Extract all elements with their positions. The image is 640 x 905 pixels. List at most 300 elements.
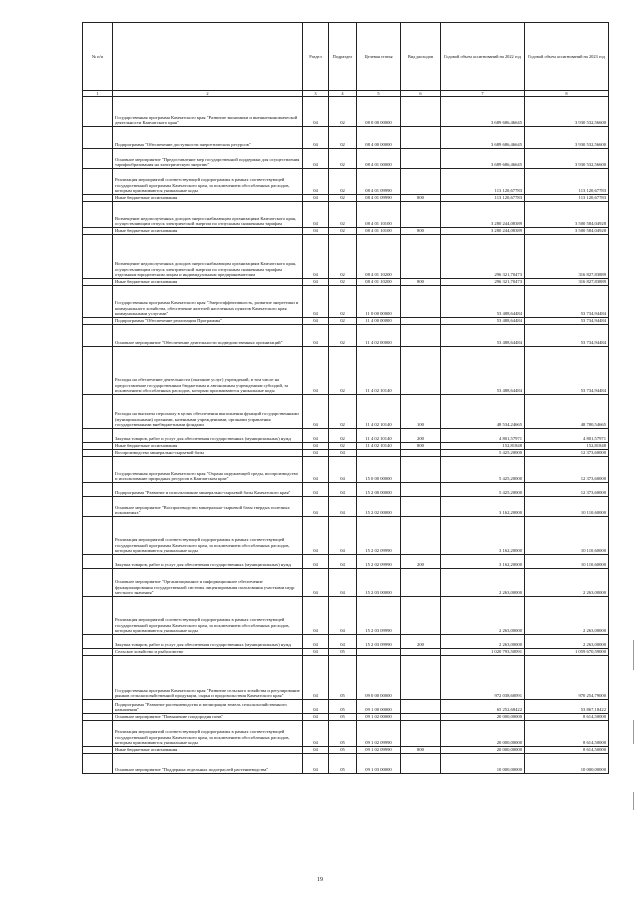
row-csr-cell: 08 4 01 10100: [357, 202, 401, 228]
row-y2022-cell: 3 689 686,46645: [441, 149, 525, 169]
row-name-cell: Закупка товаров, работ и услуг для обеспечения государственных (муниципальных) нужд: [113, 429, 303, 443]
row-num-cell: [83, 483, 113, 497]
row-name-cell: Расходы на обеспечение деятельности (оказание услуг) учреждений, в том числе на предоставление государственным бюджетным и автономным учреждениям субсидий, за исключением обособленных расходов, которым присваиваются уникальные коды: [113, 347, 303, 395]
row-num-cell: [83, 569, 113, 597]
row-razdel-cell: 04: [303, 649, 329, 656]
row-razdel-cell: 04: [303, 656, 329, 700]
row-razdel-cell: 04: [303, 754, 329, 774]
table-header-row: [83, 23, 609, 91]
row-podrazdel-cell: 02: [329, 325, 357, 347]
row-name-cell: Реализация мероприятий соответствующей подпрограммы в рамках соответствующей государственной программы Камчатского края, за исключением обособленных расходов, которым присваиваются уникальные коды: [113, 597, 303, 635]
row-num-cell: [83, 347, 113, 395]
row-podrazdel-cell: 02: [329, 279, 357, 286]
row-y2022-cell: 2 263,00000: [441, 597, 525, 635]
row-y2023-cell: 316 827,83889: [525, 279, 609, 286]
table-row: [83, 318, 609, 325]
row-podrazdel-cell: 05: [329, 754, 357, 774]
table-row: [83, 517, 609, 555]
row-name-cell: Воспроизводство минерально-сырьевой базы: [113, 450, 303, 457]
row-csr-cell: 09 1 00 00000: [357, 700, 401, 714]
row-razdel-cell: 04: [303, 635, 329, 649]
row-y2022-cell: 113 120,67783: [441, 169, 525, 195]
row-podrazdel-cell: 02: [329, 429, 357, 443]
row-name-cell: Иные бюджетные ассигнования: [113, 195, 303, 202]
column-number: 3: [303, 91, 329, 97]
row-podrazdel-cell: 04: [329, 597, 357, 635]
column-number: 6: [401, 91, 441, 97]
table-row: [83, 450, 609, 457]
row-razdel-cell: 04: [303, 347, 329, 395]
row-razdel-cell: 04: [303, 450, 329, 457]
row-y2023-cell: 8 614,50000: [525, 721, 609, 747]
row-csr-cell: 08 4 01 09990: [357, 195, 401, 202]
row-name-cell: Возмещение недополученных доходов энергоснабжающим организациям Камчатского края, осуществляющим отпуск электрической энергии по отпускным сниженным тарифам: [113, 202, 303, 228]
row-podrazdel-cell: 04: [329, 497, 357, 517]
table-row: [83, 656, 609, 700]
table-row: [83, 279, 609, 286]
row-y2023-cell: 10 000,00000: [525, 754, 609, 774]
row-podrazdel-cell: 02: [329, 97, 357, 127]
row-y2022-cell: 53 488,64484: [441, 347, 525, 395]
row-name-cell: Расходы на выплаты персоналу в целях обеспечения выполнения функций государственными (муниципальными) органами, казенными учреждениями, органами управления государственными внебюджетными фондами: [113, 395, 303, 429]
row-y2022-cell: 48 534,24665: [441, 395, 525, 429]
row-name-cell: Подпрограмма "Обеспечение доступности энергетических ресурсов": [113, 127, 303, 149]
row-y2022-cell: 20 000,00000: [441, 721, 525, 747]
row-num-cell: [83, 325, 113, 347]
row-y2023-cell: 8 614,50000: [525, 747, 609, 754]
row-num-cell: [83, 497, 113, 517]
row-y2022-cell: 53 488,64484: [441, 318, 525, 325]
row-csr-cell: 08 4 01 10200: [357, 279, 401, 286]
row-y2023-cell: 2 263,00000: [525, 569, 609, 597]
row-num-cell: [83, 97, 113, 127]
row-vr-cell: [401, 754, 441, 774]
row-csr-cell: 15 2 03 00000: [357, 569, 401, 597]
table-row: [83, 149, 609, 169]
row-csr-cell: 11 4 02 10140: [357, 347, 401, 395]
column-number: 4: [329, 91, 357, 97]
row-y2023-cell: 2 263,00000: [525, 635, 609, 649]
row-csr-cell: 08 4 01 10100: [357, 228, 401, 235]
table-row: [83, 754, 609, 774]
row-razdel-cell: 04: [303, 228, 329, 235]
row-vr-cell: [401, 569, 441, 597]
row-y2022-cell: 2 263,00000: [441, 635, 525, 649]
row-y2023-cell: 12 373,60000: [525, 450, 609, 457]
row-podrazdel-cell: 02: [329, 149, 357, 169]
row-razdel-cell: 04: [303, 721, 329, 747]
row-csr-cell: 09 1 02 09990: [357, 721, 401, 747]
row-num-cell: [83, 700, 113, 714]
row-y2023-cell: 3 930 532,56600: [525, 97, 609, 127]
row-y2023-cell: 1 059 670,59000: [525, 649, 609, 656]
row-num-cell: [83, 195, 113, 202]
row-y2022-cell: 10 000,00000: [441, 754, 525, 774]
row-y2022-cell: 20 000,00000: [441, 714, 525, 721]
table-row: [83, 497, 609, 517]
row-y2023-cell: 8 614,50000: [525, 714, 609, 721]
row-num-cell: [83, 279, 113, 286]
row-vr-cell: [401, 235, 441, 279]
table-row: [83, 195, 609, 202]
table-row: [83, 649, 609, 656]
row-num-cell: [83, 597, 113, 635]
row-name-cell: Государственная программа Камчатского края "Охрана окружающей среды, воспроизводство и использование природных ресурсов в Камчатском крае": [113, 457, 303, 483]
row-podrazdel-cell: 05: [329, 714, 357, 721]
table-row: [83, 228, 609, 235]
row-y2022-cell: 5 425,20000: [441, 483, 525, 497]
row-vr-cell: [401, 325, 441, 347]
row-y2022-cell: 65 252,68422: [441, 700, 525, 714]
row-name-cell: Иные бюджетные ассигнования: [113, 443, 303, 450]
row-vr-cell: 100: [401, 395, 441, 429]
row-name-cell: Иные бюджетные ассигнования: [113, 228, 303, 235]
table-row: [83, 443, 609, 450]
row-y2023-cell: 970 254,79000: [525, 656, 609, 700]
row-num-cell: [83, 517, 113, 555]
row-vr-cell: 800: [401, 195, 441, 202]
row-name-cell: Государственная программа Камчатского края "Развитие сельского хозяйства и регулирование рынков сельскохозяйственной продукции, сырья и продовольствия Камчатского края": [113, 656, 303, 700]
row-vr-cell: 800: [401, 747, 441, 754]
row-podrazdel-cell: 02: [329, 169, 357, 195]
row-csr-cell: 15 0 00 00000: [357, 457, 401, 483]
row-csr-cell: 09 1 02 00000: [357, 714, 401, 721]
margin-mark: [633, 792, 634, 810]
row-name-cell: Подпрограмма "Развитие растениеводства и мелиорации земель сельскохозяйственного назначения": [113, 700, 303, 714]
row-y2023-cell: 48 780,54665: [525, 395, 609, 429]
table-row: [83, 747, 609, 754]
row-y2022-cell: 3 689 686,46645: [441, 127, 525, 149]
row-y2022-cell: 3 162,20000: [441, 517, 525, 555]
margin-mark: [633, 720, 634, 744]
row-num-cell: [83, 202, 113, 228]
row-num-cell: [83, 555, 113, 569]
row-podrazdel-cell: 02: [329, 235, 357, 279]
row-name-cell: Сельское хозяйство и рыболовство: [113, 649, 303, 656]
row-csr-cell: 08 4 01 09990: [357, 169, 401, 195]
row-csr-cell: 11 0 00 00000: [357, 286, 401, 318]
row-razdel-cell: 04: [303, 497, 329, 517]
table-row: [83, 395, 609, 429]
row-name-cell: Закупка товаров, работ и услуг для обеспечения государственных (муниципальных) нужд: [113, 635, 303, 649]
row-name-cell: Основное мероприятие "Поддержка отдельных подотраслей растениеводства": [113, 754, 303, 774]
row-podrazdel-cell: 02: [329, 127, 357, 149]
row-y2023-cell: 12 373,60000: [525, 457, 609, 483]
row-razdel-cell: 04: [303, 597, 329, 635]
row-num-cell: [83, 127, 113, 149]
row-name-cell: Основное мероприятие "Воспроизводство минерально-сырьевой базы твердых полезных ископаемых": [113, 497, 303, 517]
row-csr-cell: 09 0 00 00000: [357, 656, 401, 700]
row-razdel-cell: 04: [303, 569, 329, 597]
row-razdel-cell: 04: [303, 555, 329, 569]
row-name-cell: Подпрограмма "Развитие и использование минерально-сырьевой базы Камчатского края": [113, 483, 303, 497]
row-csr-cell: 08 4 01 00000: [357, 149, 401, 169]
budget-table: [82, 22, 609, 774]
table-row: [83, 429, 609, 443]
table-row: [83, 555, 609, 569]
column-number: 1: [83, 91, 113, 97]
row-razdel-cell: 04: [303, 483, 329, 497]
row-razdel-cell: 04: [303, 395, 329, 429]
row-y2023-cell: 10 110,60000: [525, 517, 609, 555]
column-number: 7: [441, 91, 525, 97]
table-row: [83, 127, 609, 149]
row-podrazdel-cell: 04: [329, 483, 357, 497]
table-row: [83, 721, 609, 747]
table-row: [83, 483, 609, 497]
row-razdel-cell: 04: [303, 97, 329, 127]
row-y2023-cell: 113 120,67783: [525, 169, 609, 195]
row-podrazdel-cell: 04: [329, 457, 357, 483]
row-podrazdel-cell: 02: [329, 347, 357, 395]
row-y2023-cell: 53 734,94484: [525, 325, 609, 347]
row-csr-cell: 08 0 00 00000: [357, 97, 401, 127]
table-row: [83, 235, 609, 279]
row-y2022-cell: 972 038,60091: [441, 656, 525, 700]
header-razdel: Раздел: [303, 23, 329, 91]
row-num-cell: [83, 443, 113, 450]
header-podrazdel: Подраздел: [329, 23, 357, 91]
row-vr-cell: [401, 286, 441, 318]
row-num-cell: [83, 721, 113, 747]
row-y2022-cell: 53 488,64484: [441, 286, 525, 318]
row-razdel-cell: 04: [303, 747, 329, 754]
page-number: 19: [317, 877, 323, 883]
row-vr-cell: [401, 597, 441, 635]
row-vr-cell: 800: [401, 443, 441, 450]
row-num-cell: [83, 747, 113, 754]
row-y2022-cell: 113 120,67783: [441, 195, 525, 202]
row-razdel-cell: 04: [303, 235, 329, 279]
row-razdel-cell: 04: [303, 286, 329, 318]
row-razdel-cell: 04: [303, 195, 329, 202]
table-row: [83, 202, 609, 228]
header-num: № п/п: [83, 23, 113, 91]
row-csr-cell: 11 4 02 10140: [357, 395, 401, 429]
row-name-cell: Иные бюджетные ассигнования: [113, 747, 303, 754]
row-num-cell: [83, 457, 113, 483]
row-csr-cell: 08 4 01 10200: [357, 235, 401, 279]
row-num-cell: [83, 286, 113, 318]
row-vr-cell: [401, 127, 441, 149]
row-podrazdel-cell: 05: [329, 656, 357, 700]
row-razdel-cell: 04: [303, 443, 329, 450]
row-name-cell: Основное мероприятие "Организационное и информационное обеспечение функционирования государственной системы лицензирования пользования участками недр местного значения": [113, 569, 303, 597]
row-razdel-cell: 04: [303, 149, 329, 169]
row-podrazdel-cell: 02: [329, 318, 357, 325]
row-razdel-cell: 04: [303, 325, 329, 347]
row-num-cell: [83, 450, 113, 457]
row-y2022-cell: 296 321,70473: [441, 235, 525, 279]
row-csr-cell: 15 2 02 00000: [357, 497, 401, 517]
table-row: [83, 597, 609, 635]
row-y2022-cell: 5 425,20000: [441, 457, 525, 483]
row-name-cell: Реализация мероприятий соответствующей подпрограммы в рамках соответствующей государственной программы Камчатского края, за исключением обособленных расходов, которым присваиваются уникальные коды: [113, 517, 303, 555]
column-number: 8: [525, 91, 609, 97]
row-y2022-cell: 53 488,64484: [441, 325, 525, 347]
row-razdel-cell: 04: [303, 127, 329, 149]
row-vr-cell: [401, 700, 441, 714]
row-csr-cell: 09 1 03 00000: [357, 754, 401, 774]
row-num-cell: [83, 395, 113, 429]
row-csr-cell: 11 4 02 00000: [357, 325, 401, 347]
row-y2022-cell: 1 020 793,50091: [441, 649, 525, 656]
row-num-cell: [83, 228, 113, 235]
header-name: [113, 23, 303, 91]
row-razdel-cell: 04: [303, 169, 329, 195]
row-vr-cell: [401, 202, 441, 228]
table-row: [83, 700, 609, 714]
column-number: 5: [357, 91, 401, 97]
row-y2022-cell: 3 162,20000: [441, 555, 525, 569]
row-razdel-cell: 04: [303, 202, 329, 228]
row-vr-cell: [401, 347, 441, 395]
row-name-cell: Реализация мероприятий соответствующей подпрограммы в рамках соответствующей государственной программы Камчатского края, за исключением обособленных расходов, которым присваиваются уникальные коды: [113, 169, 303, 195]
table-row: [83, 457, 609, 483]
row-num-cell: [83, 429, 113, 443]
row-razdel-cell: 04: [303, 517, 329, 555]
row-y2023-cell: 152,81848: [525, 443, 609, 450]
row-y2023-cell: 53 734,94484: [525, 347, 609, 395]
row-vr-cell: [401, 318, 441, 325]
header-y2023: Годовой объем ассигнований на 2023 год: [525, 23, 609, 91]
row-vr-cell: [401, 149, 441, 169]
row-num-cell: [83, 318, 113, 325]
row-y2022-cell: 20 000,00000: [441, 747, 525, 754]
row-vr-cell: 200: [401, 635, 441, 649]
row-y2022-cell: 3 689 686,46645: [441, 97, 525, 127]
row-y2022-cell: 3 280 244,08389: [441, 202, 525, 228]
row-csr-cell: 11 4 00 00000: [357, 318, 401, 325]
row-csr-cell: 15 2 02 09990: [357, 555, 401, 569]
row-y2022-cell: 4 801,57971: [441, 429, 525, 443]
row-y2023-cell: 3 930 532,56600: [525, 127, 609, 149]
row-y2023-cell: 53 867,18422: [525, 700, 609, 714]
row-podrazdel-cell: 04: [329, 517, 357, 555]
row-podrazdel-cell: 04: [329, 555, 357, 569]
row-csr-cell: [357, 649, 401, 656]
row-num-cell: [83, 169, 113, 195]
row-name-cell: Иные бюджетные ассигнования: [113, 279, 303, 286]
row-num-cell: [83, 235, 113, 279]
row-y2023-cell: 2 263,00000: [525, 597, 609, 635]
row-num-cell: [83, 656, 113, 700]
row-vr-cell: [401, 497, 441, 517]
row-vr-cell: 200: [401, 429, 441, 443]
row-razdel-cell: 04: [303, 429, 329, 443]
row-y2023-cell: 53 734,94484: [525, 286, 609, 318]
header-vr: Вид расходов: [401, 23, 441, 91]
row-num-cell: [83, 635, 113, 649]
table-row: [83, 347, 609, 395]
row-podrazdel-cell: 04: [329, 569, 357, 597]
table-row: [83, 97, 609, 127]
row-podrazdel-cell: 02: [329, 443, 357, 450]
row-y2023-cell: 316 827,83889: [525, 235, 609, 279]
row-y2023-cell: 113 120,67783: [525, 195, 609, 202]
column-number: 2: [113, 91, 303, 97]
row-vr-cell: [401, 649, 441, 656]
row-name-cell: Реализация мероприятий соответствующей подпрограммы в рамках соответствующей государственной программы Камчатского края, за исключением обособленных расходов, которым присваиваются уникальные коды: [113, 721, 303, 747]
row-podrazdel-cell: 02: [329, 202, 357, 228]
table-row: [83, 169, 609, 195]
row-razdel-cell: 04: [303, 700, 329, 714]
row-podrazdel-cell: 02: [329, 395, 357, 429]
row-num-cell: [83, 754, 113, 774]
header-y2022: Годовой объем ассигнований на 2022 год: [441, 23, 525, 91]
table-row: [83, 714, 609, 721]
table-row: [83, 635, 609, 649]
row-vr-cell: [401, 656, 441, 700]
row-y2023-cell: 10 110,60000: [525, 555, 609, 569]
row-name-cell: Государственная программа Камчатского края "Развитие экономики и внешнеэкономической деятельности Камчатского края": [113, 97, 303, 127]
row-csr-cell: [357, 450, 401, 457]
row-num-cell: [83, 149, 113, 169]
row-vr-cell: [401, 169, 441, 195]
row-razdel-cell: 04: [303, 457, 329, 483]
row-vr-cell: [401, 721, 441, 747]
row-vr-cell: 800: [401, 279, 441, 286]
row-name-cell: Государственная программа Камчатского края "Энергоэффективность, развитие энергетики и коммунального хозяйства, обеспечение жителей населенных пунктов Камчатского края коммунальными услугами": [113, 286, 303, 318]
row-y2023-cell: 53 734,94484: [525, 318, 609, 325]
row-y2022-cell: 152,81848: [441, 443, 525, 450]
row-podrazdel-cell: 02: [329, 195, 357, 202]
row-name-cell: Возмещение недополученных доходов энергоснабжающим организациям Камчатского края, осуществляющим отпуск электрической энергии по отпускным сниженным тарифам отдельным юридическим лицам и индивидуальным предпринимателям: [113, 235, 303, 279]
row-csr-cell: 15 2 03 09990: [357, 635, 401, 649]
row-csr-cell: 09 1 02 09990: [357, 747, 401, 754]
row-num-cell: [83, 714, 113, 721]
row-csr-cell: 15 2 03 09990: [357, 597, 401, 635]
row-y2023-cell: 3 500 584,04928: [525, 228, 609, 235]
row-y2023-cell: 4 801,57971: [525, 429, 609, 443]
margin-mark: [633, 640, 634, 670]
row-y2023-cell: 10 110,60000: [525, 497, 609, 517]
row-name-cell: Основное мероприятие "Предоставление мер государственной поддержки для осуществления тарифообразования на электрическую энергию": [113, 149, 303, 169]
table-row: [83, 325, 609, 347]
row-vr-cell: [401, 517, 441, 555]
row-name-cell: Основное мероприятие "Обеспечение деятельности подведомственных организаций": [113, 325, 303, 347]
row-csr-cell: 11 4 02 10140: [357, 429, 401, 443]
row-num-cell: [83, 649, 113, 656]
row-csr-cell: 15 2 00 00000: [357, 483, 401, 497]
row-podrazdel-cell: 05: [329, 649, 357, 656]
row-vr-cell: [401, 457, 441, 483]
row-razdel-cell: 04: [303, 714, 329, 721]
row-name-cell: Подпрограмма "Обеспечение реализации Программы": [113, 318, 303, 325]
table-row: [83, 569, 609, 597]
row-csr-cell: 11 4 02 10140: [357, 443, 401, 450]
row-y2023-cell: 3 500 584,04928: [525, 202, 609, 228]
row-podrazdel-cell: 04: [329, 450, 357, 457]
row-podrazdel-cell: 05: [329, 700, 357, 714]
row-podrazdel-cell: 02: [329, 228, 357, 235]
row-vr-cell: 200: [401, 555, 441, 569]
row-csr-cell: 15 2 02 09990: [357, 517, 401, 555]
row-y2022-cell: 3 162,20000: [441, 497, 525, 517]
row-vr-cell: 800: [401, 228, 441, 235]
row-y2023-cell: 3 930 532,56600: [525, 149, 609, 169]
budget-table-body: [83, 97, 609, 774]
row-vr-cell: [401, 483, 441, 497]
row-podrazdel-cell: 02: [329, 286, 357, 318]
row-vr-cell: [401, 714, 441, 721]
row-y2023-cell: 12 373,60000: [525, 483, 609, 497]
row-y2022-cell: 2 263,00000: [441, 569, 525, 597]
table-row: [83, 286, 609, 318]
header-csr: Целевая статья: [357, 23, 401, 91]
row-y2022-cell: 296 321,70473: [441, 279, 525, 286]
row-y2022-cell: 5 425,20000: [441, 450, 525, 457]
